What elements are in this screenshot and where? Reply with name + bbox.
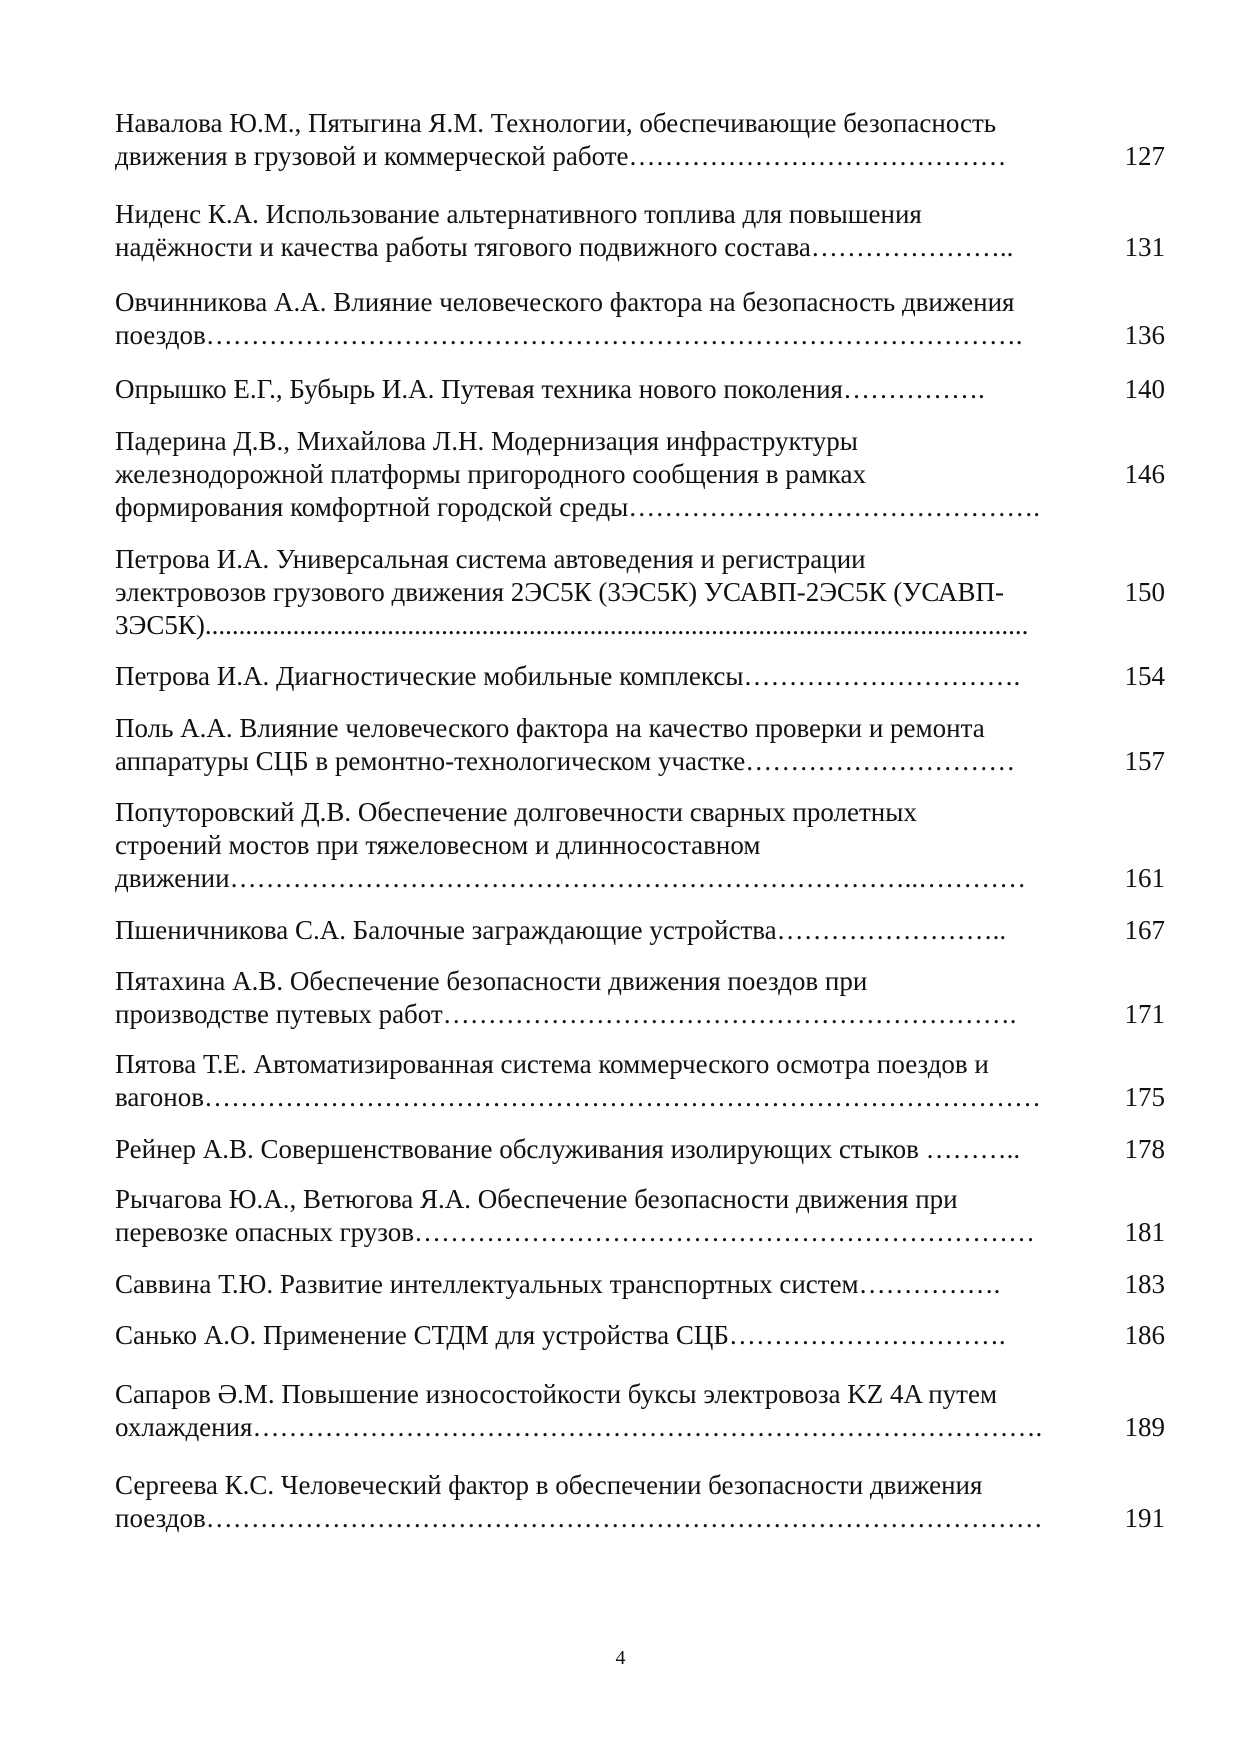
toc-entry-page: 140 [1124, 374, 1165, 404]
toc-entry-page: 161 [1124, 863, 1165, 893]
toc-entry [115, 1133, 1165, 1166]
toc-entry-title: Санько А.О. Применение СТДМ для устройства СЦБ…………………………. [115, 1320, 1006, 1350]
toc-entry-title: Ниденс К.А. Использование альтернативного топлива для повышения надёжности и качества работы тягового подвижного состава………………….. [115, 199, 1014, 262]
toc-entry-page: 171 [1124, 999, 1165, 1029]
toc-entry-page: 146 [1124, 459, 1165, 489]
toc-entry [115, 712, 1165, 778]
toc-entry [115, 1048, 1165, 1114]
toc-entry-title: Поль А.А. Влияние человеческого фактора на качество проверки и ремонта аппаратуры СЦБ в ремонтно-технологическом участке………………………… [115, 713, 1016, 776]
toc-entry-page: 181 [1124, 1217, 1165, 1247]
toc-entry [115, 914, 1165, 947]
toc-entry-title: Сапаров Ә.М. Повышение износостойкости буксы электровоза KZ 4A путем охлаждения……………………………………………………………………………. [115, 1379, 1043, 1442]
toc-entry [115, 198, 1165, 264]
toc-entry-page: 131 [1124, 232, 1165, 262]
toc-entry-page: 167 [1124, 915, 1165, 945]
toc-entry-title: Саввина Т.Ю. Развитие интеллектуальных транспортных систем……………. [115, 1269, 1001, 1299]
toc-entry [115, 1378, 1165, 1444]
toc-entry [115, 1268, 1165, 1301]
toc-entry-page: 154 [1124, 661, 1165, 691]
page-number: 4 [615, 1647, 626, 1669]
toc-entry-title: Навалова Ю.М., Пятыгина Я.М. Технологии, обеспечивающие безопасность движения в грузовой и коммерческой работе…………………………………… [115, 108, 1007, 171]
toc-entry-page: 189 [1124, 1412, 1165, 1442]
toc-entry [115, 543, 1165, 642]
toc-entry-page: 178 [1124, 1134, 1165, 1164]
toc-entry [115, 660, 1165, 693]
toc-entry [115, 425, 1165, 524]
toc-entry-page: 183 [1124, 1269, 1165, 1299]
toc-entry-page: 157 [1124, 746, 1165, 776]
toc-entry [115, 965, 1165, 1031]
toc-entry-title: Рейнер А.В. Совершенствование обслуживания изолирующих стыков ……….. [115, 1134, 1021, 1164]
toc-entry [115, 1319, 1165, 1352]
toc-entry-title: Опрышко Е.Г., Бубырь И.А. Путевая техника нового поколения……………. [115, 374, 985, 404]
toc-entry-title: Рычагова Ю.А., Ветюгова Я.А. Обеспечение безопасности движения при перевозке опасных грузов…………………………………………………………… [115, 1184, 1036, 1247]
toc-entry [115, 373, 1165, 406]
toc-entry-page: 150 [1124, 577, 1165, 607]
toc-entry-page: 175 [1124, 1082, 1165, 1112]
toc-entry [115, 796, 1165, 895]
toc-entry [115, 1183, 1165, 1249]
toc-entry-title: Пятова Т.Е. Автоматизированная система коммерческого осмотра поездов и вагонов………………………………………………………………………………… [115, 1049, 1041, 1112]
toc-entry-page: 186 [1124, 1320, 1165, 1350]
toc-entry [115, 286, 1165, 352]
toc-entry-title: Пшеничникова С.А. Балочные заграждающие устройства…………………….. [115, 915, 1007, 945]
toc-entry-title: Пятахина А.В. Обеспечение безопасности движения поездов при производстве путевых работ………………………………………………………. [115, 966, 1017, 1029]
toc-entry-title: Сергеева К.С. Человеческий фактор в обеспечении безопасности движения поездов………………………………………………………………………………… [115, 1470, 1043, 1533]
toc-entry-page: 127 [1124, 141, 1165, 171]
toc-entry [115, 107, 1165, 173]
toc-entry-title: Петрова И.А. Диагностические мобильные комплексы…………………………. [115, 661, 1021, 691]
toc-entry [115, 1469, 1165, 1535]
toc-entry-title: Попуторовский Д.В. Обеспечение долговечности сварных пролетных строений мостов при тяжеловесном и длинносоставном движении…………………………………………………………………..………… [115, 797, 1027, 893]
toc-entry-title: Петрова И.А. Универсальная система автоведения и регистрации электровозов грузового движения 2ЭС5К (3ЭС5К) УСАВП-2ЭС5К (УСАВП- 3ЭС5К).......................................................................................................................... [115, 544, 1029, 640]
toc-entry-page: 136 [1124, 320, 1165, 350]
toc-entry-page: 191 [1124, 1503, 1165, 1533]
toc-entry-title: Овчинникова А.А. Влияние человеческого фактора на безопасность движения поездов………………………………………………………………………………. [115, 287, 1023, 350]
toc-entry-title: Падерина Д.В., Михайлова Л.Н. Модернизация инфраструктуры железнодорожной платформы пригородного сообщения в рамках формирования комфортной городской среды………………………………………. [115, 426, 1041, 522]
